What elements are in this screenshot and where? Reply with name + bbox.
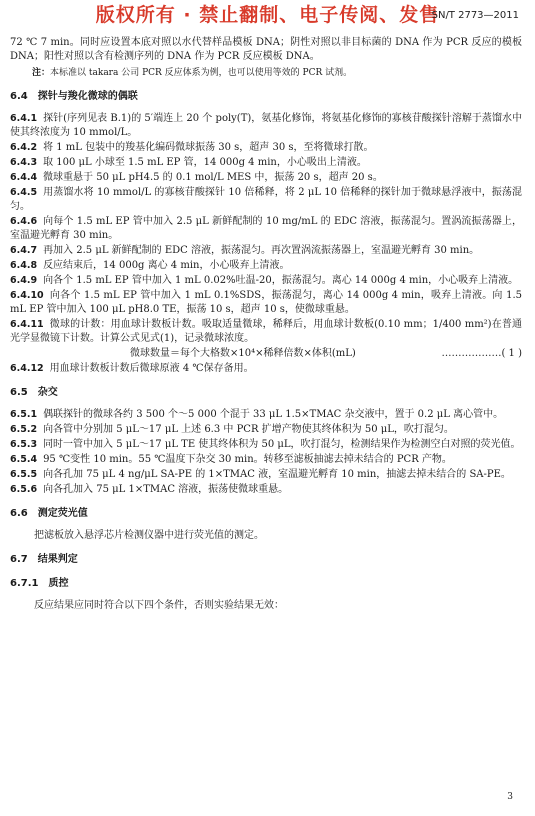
clause-6-5-1 — [10, 408, 522, 422]
clause-6-4-11 — [10, 318, 522, 346]
clause-6-4-4 — [10, 171, 522, 185]
clause-text: 向各个 1.5 mL EP 管中加入 1 mL 0.1%SDS，振荡混匀，离心 14 000g 4 min，吸弃上清液。向 1.5 mL EP 管中加入 100 μL pH8.0 TE，振荡 10 s，超声 10 s，使微球重悬。 — [10, 290, 522, 315]
clause-text: 探针(序列见表 B.1)的 5′端连上 20 个 poly(T)，氨基化修饰，将氨基化修饰的寡核苷酸探针溶解于蒸馏水中使其终浓度为 10 mmol/L。 — [10, 113, 522, 138]
clause-number: 6.4.1 — [10, 113, 38, 124]
paragraph-6-6: 把滤板放入悬浮芯片检测仪器中进行荧光值的测定。 — [34, 530, 264, 541]
clause-number: 6.5.6 — [10, 484, 38, 495]
clause-number: 6.4.10 — [10, 290, 44, 301]
section-number: 6.7 — [10, 554, 28, 565]
copyright-watermark: 版权所有 · 禁止翻制、电子传阅、发售 — [95, 4, 440, 26]
clause-text: 用蒸馏水将 10 mmol/L 的寡核苷酸探针 10 倍稀释，将 2 μL 10 倍稀释的探针加于微球悬浮液中，振荡混匀。 — [10, 187, 522, 212]
formula-text: 微球数量＝每个大格数×10⁴×稀释倍数×体积(mL) — [130, 348, 356, 359]
clause-6-4-12 — [10, 362, 522, 376]
clause-text: 取 100 μL 小球至 1.5 mL EP 管，14 000g 4 min，小心吸出上清液。 — [43, 157, 367, 168]
section-title: 测定荧光值 — [37, 508, 88, 519]
clause-number: 6.4.5 — [10, 187, 38, 198]
clause-6-4-1 — [10, 112, 522, 140]
section-heading-6-7 — [10, 553, 522, 567]
clause-6-4-8 — [10, 259, 522, 273]
clause-number: 6.4.12 — [10, 363, 44, 374]
clause-6-4-6 — [10, 215, 522, 243]
clause-number: 6.4.3 — [10, 157, 38, 168]
clause-number: 6.4.2 — [10, 142, 38, 153]
clause-text: 微球的计数：用血球计数板计数。吸取适量微球，稀释后，用血球计数板(0.10 mm；1/400 mm²)在普通光学显微镜下计数。计算公式见式(1)，记录微球浓度。 — [10, 319, 522, 344]
clause-6-5-4 — [10, 453, 522, 467]
clause-6-5-5 — [10, 468, 522, 482]
section-heading-6-6 — [10, 507, 522, 521]
clause-text: 反应结束后，14 000g 离心 4 min，小心吸弃上清液。 — [43, 260, 290, 271]
clause-text: 微球重悬于 50 μL pH4.5 的 0.1 mol/L MES 中，振荡 20 s，超声 20 s。 — [43, 172, 383, 183]
clause-text: 向各孔加入 75 μL 1×TMAC 溶液，振荡使微球重悬。 — [43, 484, 289, 495]
clause-6-4-5 — [10, 186, 522, 214]
clause-number: 6.4.9 — [10, 275, 38, 286]
clause-number: 6.4.8 — [10, 260, 38, 271]
clause-number: 6.5.5 — [10, 469, 38, 480]
clause-text: 将 1 mL 包装中的羧基化编码微球振荡 30 s，超声 30 s，至将微球打散。 — [43, 142, 374, 153]
clause-text: 用血球计数板计数后微球原液 4 ℃保存备用。 — [49, 363, 254, 374]
section-number: 6.6 — [10, 508, 28, 519]
section-title: 探针与羧化微球的偶联 — [37, 91, 138, 102]
clause-number: 6.5.2 — [10, 424, 38, 435]
note-label: 注： — [32, 68, 51, 78]
standard-code: SN/T 2773—2011 — [431, 10, 519, 21]
section-number: 6.7.1 — [10, 578, 39, 589]
section-heading-6-7-1 — [10, 577, 522, 591]
document-page — [10, 36, 522, 614]
note-text: 本标准以 takara 公司 PCR 反应体系为例，也可以使用等效的 PCR 试剂。 — [50, 68, 353, 78]
intro-paragraph: 72 ℃ 7 min。同时应设置本底对照以水代替样品模板 DNA；阴性对照以非目标菌的 DNA 作为 PCR 反应的模板 DNA；阳性对照以含有检测序列的 DNA 作为 PCR 反应模板 DNA。 — [10, 37, 522, 62]
clause-text: 向各管中分别加 5 μL～17 μL 上述 6.3 中 PCR 扩增产物使其终体积为 50 μL，吹打混匀。 — [43, 424, 454, 435]
clause-number: 6.5.3 — [10, 439, 38, 450]
clause-6-4-9 — [10, 274, 522, 288]
clause-number: 6.5.1 — [10, 409, 38, 420]
clause-text: 向各孔加 75 μL 4 ng/μL SA-PE 的 1×TMAC 液，室温避光孵育 10 min，抽滤去掉未结合的 SA-PE。 — [43, 469, 511, 480]
section-heading-6-5 — [10, 386, 522, 400]
clause-text: 95 ℃变性 10 min。55 ℃温度下杂交 30 min。转移至滤板抽滤去掉未结合的 PCR 产物。 — [43, 454, 452, 465]
section-title: 杂交 — [37, 387, 58, 398]
formula-ref: ………………( 1 ) — [441, 348, 522, 359]
section-title: 质控 — [48, 578, 69, 589]
section-heading-6-4 — [10, 90, 522, 104]
clause-6-4-3 — [10, 156, 522, 170]
clause-text: 向每个 1.5 mL EP 管中加入 2.5 μL 新鲜配制的 10 mg/mL 的 EDC 溶液，振荡混匀。置涡流振荡器上，室温避光孵育 30 min。 — [10, 216, 522, 241]
section-title: 结果判定 — [37, 554, 78, 565]
clause-6-4-2 — [10, 141, 522, 155]
clause-text: 再加入 2.5 μL 新鲜配制的 EDC 溶液，振荡混匀。再次置涡流振荡器上，室温避光孵育 30 min。 — [43, 245, 480, 256]
clause-6-5-3 — [10, 438, 522, 452]
clause-text: 偶联探针的微球各约 3 500 个～5 000 个混于 33 μL 1.5×TMAC 杂交液中，置于 0.2 μL 离心管中。 — [43, 409, 504, 420]
page-number: 3 — [507, 792, 513, 802]
clause-number: 6.4.11 — [10, 319, 44, 330]
section-number: 6.4 — [10, 91, 28, 102]
paragraph-6-7-1: 反应结果应同时符合以下四个条件，否则实验结果无效： — [34, 600, 284, 611]
clause-text: 向各个 1.5 mL EP 管中加入 1 mL 0.02%吐温-20，振荡混匀。离心 14 000g 4 min，小心吸弃上清液。 — [43, 275, 519, 286]
clause-text: 同时一管中加入 5 μL～17 μL TE 使其终体积为 50 μL，吹打混匀，检测结果作为检测空白对照的荧光值。 — [43, 439, 521, 450]
clause-number: 6.4.7 — [10, 245, 38, 256]
clause-number: 6.4.4 — [10, 172, 38, 183]
clause-6-4-10 — [10, 289, 522, 317]
note — [10, 66, 522, 80]
clause-number: 6.4.6 — [10, 216, 38, 227]
clause-number: 6.5.4 — [10, 454, 38, 465]
formula-1 — [10, 347, 522, 361]
clause-6-4-7 — [10, 244, 522, 258]
clause-6-5-2 — [10, 423, 522, 437]
section-number: 6.5 — [10, 387, 28, 398]
clause-6-5-6 — [10, 483, 522, 497]
